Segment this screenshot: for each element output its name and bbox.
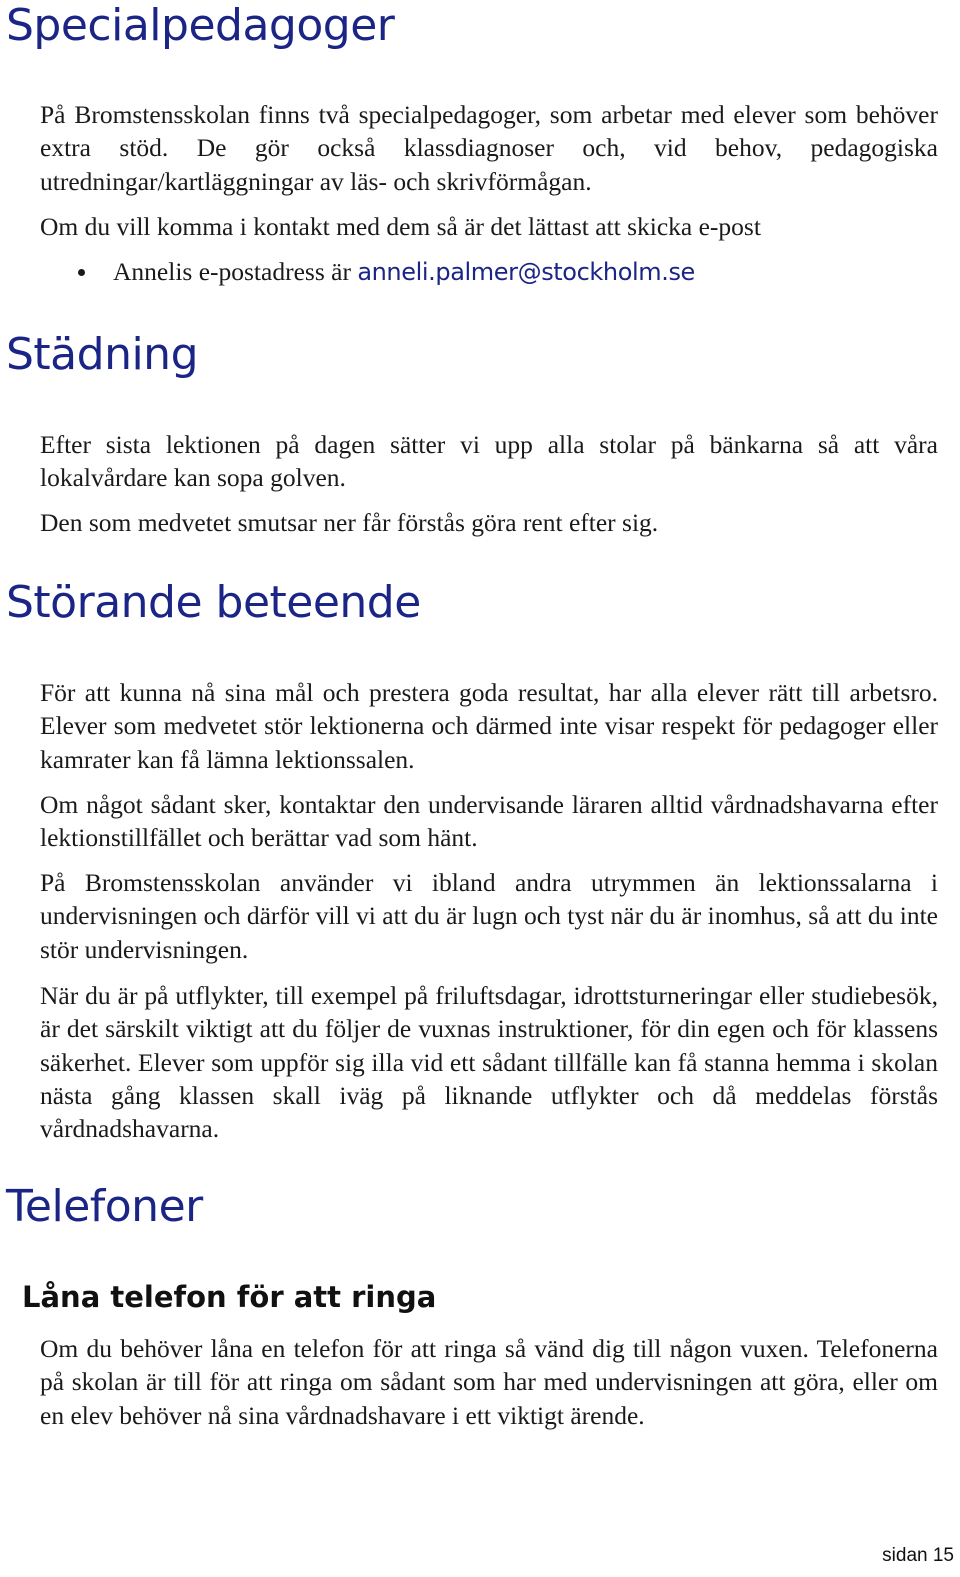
paragraph-specialpedagoger-intro: På Bromstensskolan finns två specialpedagoger, som arbetar med elever som behöver extra stöd. De gör också klassdiagnoser och, vid behov, pedagogiska utredningar/kartläggningar av läs- och skrivförmågan. — [40, 100, 938, 196]
contact-list-item — [78, 255, 695, 289]
page-number: sidan 15 — [882, 1545, 954, 1566]
paragraph-telefoner-1: Om du behöver låna en telefon för att ringa så vänd dig till någon vuxen. Telefonerna på skolan är till för att ringa om sådant som har med undervisningen att göra, eller om en elev behöver nå sina vårdnadshavare i ett viktigt ärende. — [40, 1334, 938, 1430]
paragraph-storande-3: På Bromstensskolan använder vi ibland andra utrymmen än lektionssalarna i undervisningen och därför vill vi att du är lugn och tyst när du är inomhus, så att du inte stör undervisningen. — [40, 868, 938, 964]
bullet-icon — [78, 269, 85, 276]
paragraph-stadning-2: Den som medvetet smutsar ner får förstås göra rent efter sig. — [40, 508, 659, 537]
subheading-lana-telefon: Låna telefon för att ringa — [22, 1280, 437, 1314]
contact-label: Annelis e-postadress är — [113, 257, 351, 286]
paragraph-storande-2: Om något sådant sker, kontaktar den undervisande läraren alltid vårdnadshavarna efter lektionstillfället och berättar vad som hänt. — [40, 790, 938, 853]
paragraph-storande-4: När du är på utflykter, till exempel på friluftsdagar, idrottsturneringar eller studiebesök, är det särskilt viktigt att du följer de vuxnas instruktioner, för din egen och för klassens säkerhet. Elever som uppför sig illa vid ett sådant tillfälle kan få stanna hemma i skolan nästa gång klassen skall iväg på liknande utflykter och då meddelas förstås vårdnadshavarna. — [40, 981, 938, 1144]
paragraph-storande-1: För att kunna nå sina mål och prestera goda resultat, har alla elever rätt till arbetsro. Elever som medvetet stör lektionerna och därmed inte visar respekt för pedagoger eller kamrater kan få lämna lektionssalen. — [40, 678, 938, 774]
heading-telefoner: Telefoner — [6, 1181, 203, 1232]
heading-stadning: Städning — [6, 329, 199, 380]
email-link[interactable]: anneli.palmer@stockholm.se — [357, 258, 695, 286]
heading-storande-beteende: Störande beteende — [6, 577, 421, 628]
heading-specialpedagoger: Specialpedagoger — [6, 0, 395, 51]
paragraph-specialpedagoger-contact: Om du vill komma i kontakt med dem så är det lättast att skicka e-post — [40, 212, 761, 241]
paragraph-stadning-1: Efter sista lektionen på dagen sätter vi upp alla stolar på bänkarna så att våra lokalvårdare kan sopa golven. — [40, 430, 938, 493]
